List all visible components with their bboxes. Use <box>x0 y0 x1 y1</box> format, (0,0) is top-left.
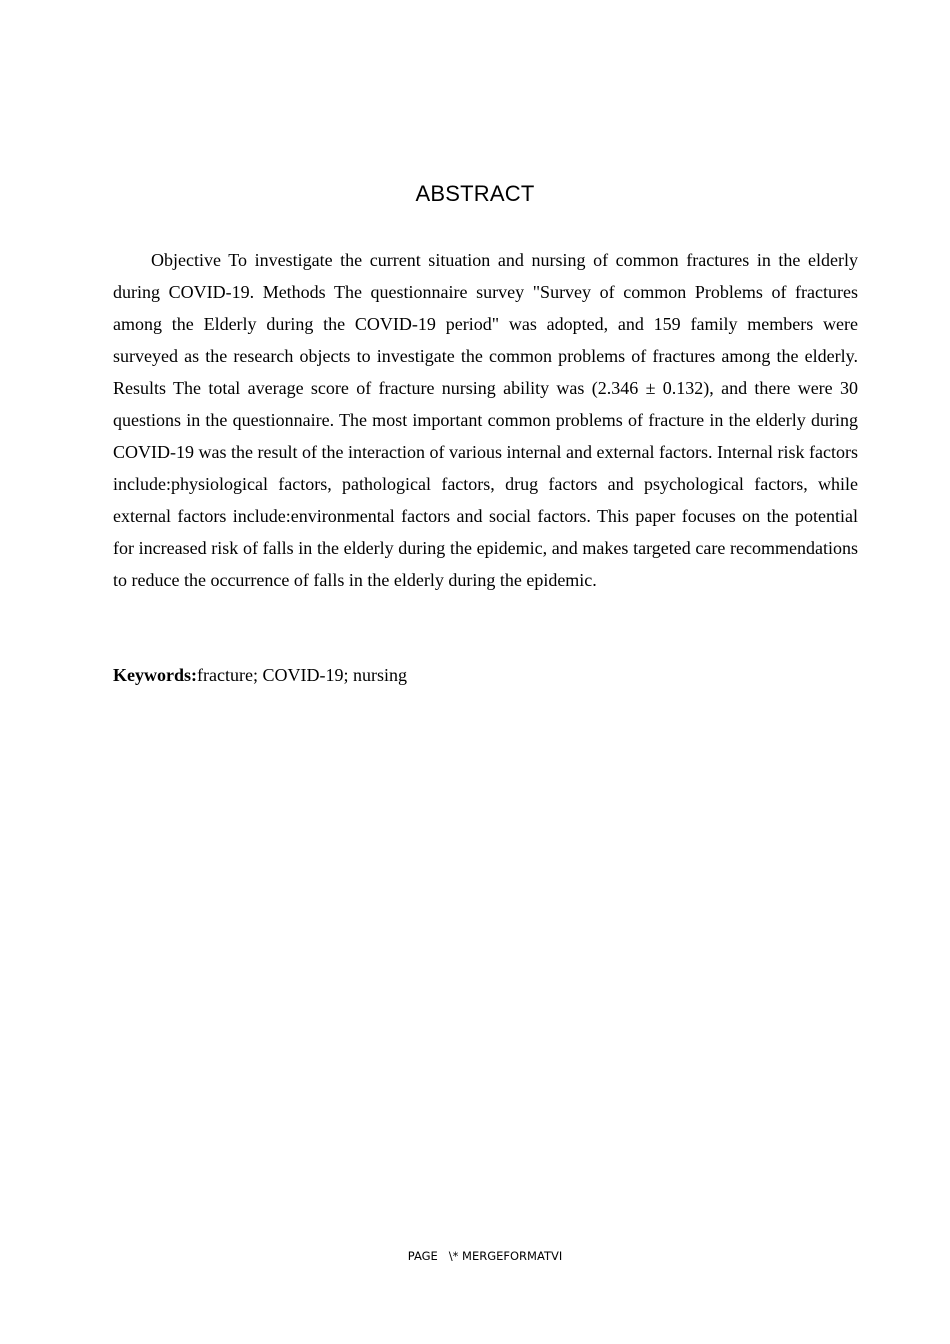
page-footer: PAGE \* MERGEFORMATVI <box>407 1249 563 1263</box>
keywords-list: fracture; COVID-19; nursing <box>197 665 407 685</box>
keywords-line <box>113 659 858 691</box>
abstract-title: ABSTRACT <box>415 181 535 206</box>
abstract-paragraph: Objective To investigate the current situation and nursing of common fractures in the elderly during COVID-19. Methods The questionnaire survey "Survey of common Problems of fractures among the Elderly during the COVID-19 period" was adopted, and 159 family members were surveyed as the research objects to investigate the common problems of fractures among the elderly. Results The total average score of fracture nursing ability was (2.346 ± 0.132), and there were 30 questions in the questionnaire. The most important common problems of fracture in the elderly during COVID-19 was the result of the interaction of various internal and external factors. Internal risk factors include:physiological factors, pathological factors, drug factors and psychological factors, while external factors include:environmental factors and social factors. This paper focuses on the potential for increased risk of falls in the elderly during the epidemic, and makes targeted care recommendations to reduce the occurrence of falls in the elderly during the epidemic. <box>113 250 858 590</box>
keywords-label: Keywords: <box>113 665 197 685</box>
